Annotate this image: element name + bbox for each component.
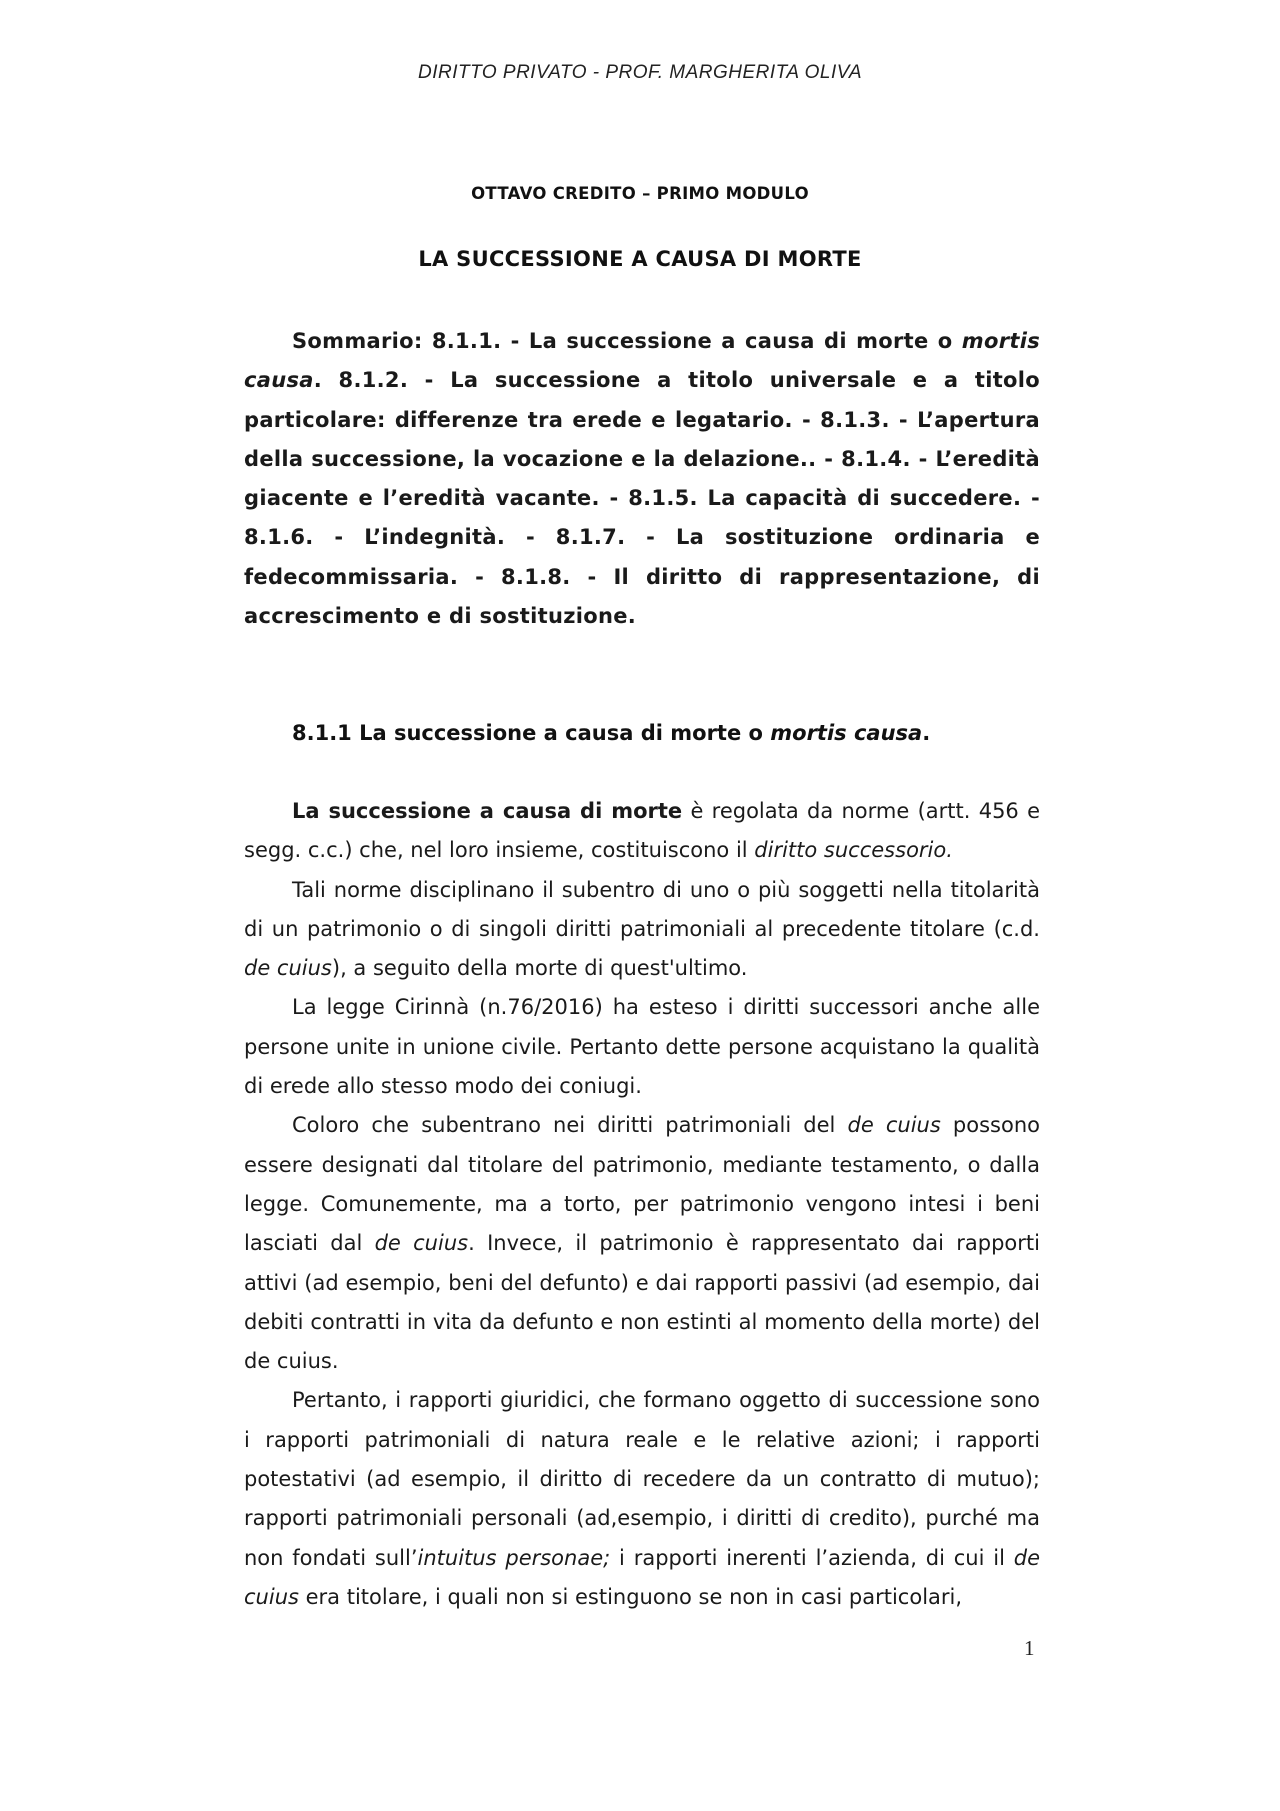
summary-text: 8.1.1. - La successione a causa di morte o [422,329,962,353]
text-run: ), a seguito della morte di quest'ultimo. [331,956,748,981]
summary-label: Sommario: [292,329,423,353]
section-heading-punct: . [922,721,931,745]
paragraph-4 [244,1106,1040,1381]
paragraph-5 [244,1381,1040,1617]
section-heading [292,721,930,745]
text-run: Coloro che subentrano nei diritti patrimoniali del [292,1113,848,1138]
section-heading-text: 8.1.1 La successione a causa di morte o [292,721,771,745]
paragraph-3: La legge Cirinnà (n.76/2016) ha esteso i diritti successori anche alle persone unite in unione civile. Pertanto dette persone acquistano la qualità di erede allo stesso modo dei coniugi. [244,995,1040,1099]
section-heading-emphasis: mortis causa [770,721,923,745]
summary-emphasis: mortis causa [244,329,1040,393]
bold-term: La successione a causa di morte [292,799,683,823]
text-run: Pertanto, i rapporti giuridici, che formano oggetto di successione sono i rapporti patrimoniali di natura reale e le relative azioni; i rapporti potestativi (ad esempio, il diritto di recedere da un contratto di mutuo); rapporti patrimoniali personali (ad,esempio, i diritti di credito), purché ma non fondati sull’ [244,1388,1040,1570]
text-run: possono essere designati dal titolare del patrimonio, mediante testamento, o dalla legge. Comunemente, ma a torto, per patrimonio vengono intesi i beni lasciati dal [244,1113,1040,1256]
italic-term: de cuius [244,1545,1040,1609]
body-text [244,792,1040,1617]
module-label: OTTAVO CREDITO – PRIMO MODULO [471,184,809,203]
paragraph-2 [244,871,1040,989]
summary-text: . 8.1.2. - La successione a titolo universale e a titolo particolare: differenze tra erede e legatario. - 8.1.3. - L’apertura della successione, la vocazione e la delazione.. - 8.1.4. - L’eredità giacente e l’eredità vacante. - 8.1.5. La capacità di succedere. - 8.1.6. - L’indegnità. - 8.1.7. - La sostituzione ordinaria e fedecommissaria. - 8.1.8. - Il diritto di rappresentazione, di accrescimento e di sostituzione. [244,368,1040,629]
italic-term: de cuius [244,956,332,981]
italic-term: intuitus personae; [417,1545,611,1570]
paragraph-1 [244,792,1040,871]
document-title: LA SUCCESSIONE A CAUSA DI MORTE [418,247,862,271]
text-run: era titolare, i quali non si estinguono se non in casi particolari, [298,1584,963,1609]
running-header: DIRITTO PRIVATO - PROF. MARGHERITA OLIVA [417,62,863,83]
text-run: è regolata da norme (artt. 456 e segg. c.c.) che, nel loro insieme, costituiscono il [244,799,1040,863]
italic-term: de cuius [847,1113,941,1138]
page-number: 1 [1024,1636,1035,1660]
text-run: . Invece, il patrimonio è rappresentato dai rapporti attivi (ad esempio, beni del defunto) e dai rapporti passivi (ad esempio, dai debiti contratti in vita da defunto e non estinti al momento della morte) del de cuius. [244,1231,1040,1374]
summary-paragraph [244,322,1040,636]
text-run: i rapporti inerenti l’azienda, di cui il [610,1545,1014,1570]
italic-term: de cuius [374,1231,469,1256]
italic-term: diritto successorio. [754,838,953,863]
text-run: Tali norme disciplinano il subentro di uno o più soggetti nella titolarità di un patrimonio o di singoli diritti patrimoniali al precedente titolare (c.d. [244,877,1040,941]
summary [244,322,1040,636]
